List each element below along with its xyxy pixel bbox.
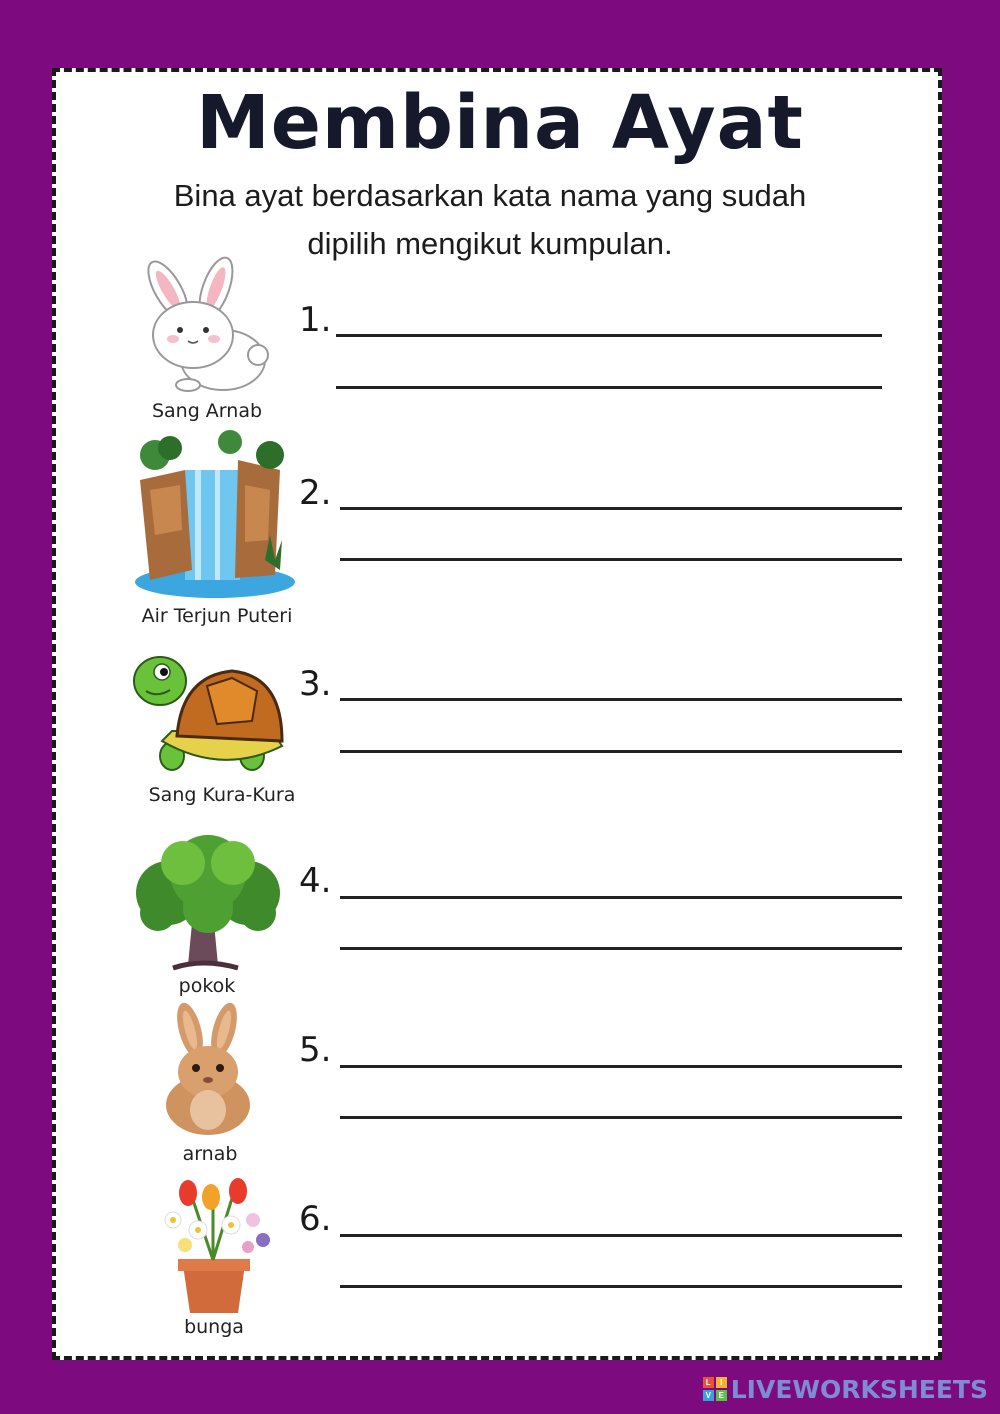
item-number-3: 3. [299,664,332,704]
instruction-line-2: dipilih mengikut kumpulan. [307,226,673,261]
caption-bunga: bunga [184,1316,244,1338]
answer-line-2b[interactable] [340,558,902,561]
answer-line-5b[interactable] [340,1116,902,1119]
answer-line-4a[interactable] [340,896,902,899]
brown-rabbit-icon [158,1000,258,1135]
item-number-5: 5. [299,1030,332,1070]
answer-line-1a[interactable] [336,334,882,337]
caption-pokok: pokok [178,975,236,997]
answer-line-1b[interactable] [336,386,882,389]
item-number-1: 1. [299,300,332,340]
white-rabbit-icon [128,255,273,395]
logo-letter-i: I [716,1377,727,1388]
caption-arnab: arnab [182,1143,238,1165]
instruction-line-1: Bina ayat berdasarkan kata nama yang sudah [173,178,807,213]
answer-line-2a[interactable] [340,507,902,510]
liveworksheets-logo-icon [703,1377,727,1401]
turtle-icon [132,646,287,778]
item-number-4: 4. [299,861,332,901]
page-title: Membina Ayat [196,80,804,166]
tree-icon [128,833,288,975]
answer-line-3a[interactable] [340,698,902,701]
caption-sang-arnab: Sang Arnab [151,400,263,422]
answer-line-5a[interactable] [340,1065,902,1068]
caption-air-terjun-puteri: Air Terjun Puteri [141,605,293,627]
caption-sang-kura-kura: Sang Kura-Kura [148,784,296,806]
instructions [140,172,840,268]
answer-line-6a[interactable] [340,1234,902,1237]
waterfall-icon [130,430,298,600]
item-number-6: 6. [299,1199,332,1239]
answer-line-3b[interactable] [340,750,902,753]
logo-letter-l: L [703,1377,714,1388]
logo-letter-e: E [716,1390,727,1401]
liveworksheets-footer[interactable] [703,1374,988,1404]
item-number-2: 2. [299,473,332,513]
answer-line-6b[interactable] [340,1285,902,1288]
logo-letter-v: V [703,1390,714,1401]
answer-line-4b[interactable] [340,947,902,950]
liveworksheets-brand: LIVEWORKSHEETS [730,1374,988,1404]
flower-pot-icon [153,1175,275,1315]
